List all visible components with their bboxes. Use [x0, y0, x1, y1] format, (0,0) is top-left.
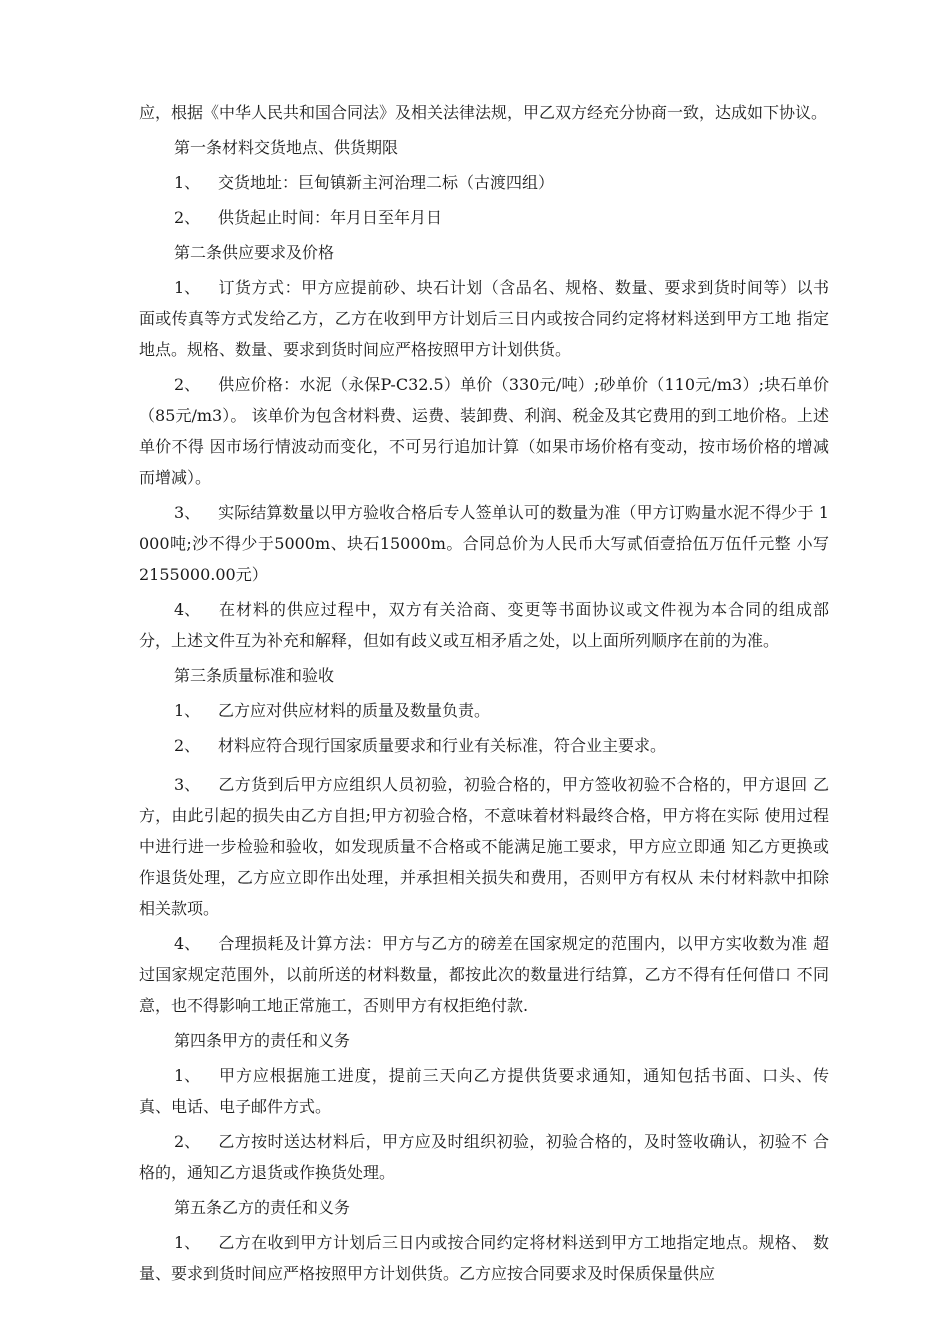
article-3-item-4	[139, 928, 829, 1021]
item-text: 在材料的供应过程中，双方有关洽商、变更等书面协议或文件视为本合同的组成部 分，上述文件互为补充和解释，但如有歧义或互相矛盾之处，以上面所列顺序在前的为准。	[139, 600, 829, 650]
item-number: 1、	[174, 1233, 201, 1252]
item-text: 乙方应对供应材料的质量及数量负责。	[218, 701, 491, 720]
item-number: 1、	[174, 1066, 201, 1085]
item-text: 订货方式：甲方应提前砂、块石计划（含品名、规格、数量、要求到货时间等）以书 面或传真等方式发给乙方，乙方在收到甲方计划后三日内或按合同约定将材料送到甲方工地 指定地点。规格、数量、要求到货时间应严格按照甲方计划供货。	[139, 278, 829, 359]
item-number: 2、	[174, 375, 201, 394]
article-3-item-3	[139, 769, 829, 924]
item-number: 1、	[174, 278, 201, 297]
item-text: 供应价格：水泥（永保P-C32.5）单价（330元/吨）;砂单价（110元/m3）;块石单价（85元/m3）。 该单价为包含材料费、运费、装卸费、利润、税金及其它费用的到工地价格。上述单价不得 因市场行情波动而变化，不可另行追加计算（如果市场价格有变动，按市场价格的增减而增减）。	[139, 375, 829, 487]
item-number: 1、	[174, 173, 201, 192]
item-number: 2、	[174, 736, 201, 755]
item-text: 甲方应根据施工进度，提前三天向乙方提供货要求通知，通知包括书面、口头、传 真、电话、电子邮件方式。	[139, 1066, 829, 1116]
article-3-item-1	[139, 695, 829, 726]
article-1-item-2	[139, 202, 829, 233]
article-2-item-3	[139, 497, 829, 590]
article-5-title: 第五条乙方的责任和义务	[174, 1198, 351, 1217]
item-text: 乙方在收到甲方计划后三日内或按合同约定将材料送到甲方工地指定地点。规格、 数量、要求到货时间应严格按照甲方计划供货。乙方应按合同要求及时保质保量供应	[139, 1233, 829, 1283]
item-number: 4、	[174, 600, 201, 619]
article-2-title: 第二条供应要求及价格	[174, 243, 335, 262]
article-4-title: 第四条甲方的责任和义务	[174, 1031, 351, 1050]
item-text: 交货地址：巨甸镇新主河治理二标（古渡四组）	[218, 173, 555, 192]
article-2-item-4	[139, 594, 829, 656]
item-text: 供货起止时间：年月日至年月日	[218, 208, 443, 227]
article-1-title: 第一条材料交货地点、供货期限	[174, 138, 399, 157]
item-text: 乙方货到后甲方应组织人员初验，初验合格的，甲方签收初验不合格的，甲方退回 乙方，由此引起的损失由乙方自担;甲方初验合格，不意味着材料最终合格，甲方将在实际 使用过程中进行进一步检验和验收，如发现质量不合格或不能满足施工要求，甲方应立即通 知乙方更换或作退货处理，乙方应立即作出处理，并承担相关损失和费用，否则甲方有权从 未付材料款中扣除相关款项。	[139, 775, 829, 918]
item-number: 2、	[174, 208, 201, 227]
article-2-item-1	[139, 272, 829, 365]
article-5-item-1	[139, 1227, 829, 1289]
article-1-item-1	[139, 167, 829, 198]
item-number: 1、	[174, 701, 201, 720]
item-number: 3、	[174, 775, 201, 794]
article-2-item-2	[139, 369, 829, 493]
item-text: 材料应符合现行国家质量要求和行业有关标准，符合业主要求。	[218, 736, 667, 755]
article-4-item-1	[139, 1060, 829, 1122]
item-number: 2、	[174, 1132, 201, 1151]
item-number: 4、	[174, 934, 201, 953]
intro-paragraph: 应，根据《中华人民共和国合同法》及相关法律法规，甲乙双方经充分协商一致，达成如下协议。	[139, 103, 828, 122]
article-3-title: 第三条质量标准和验收	[174, 666, 335, 685]
article-4-item-2	[139, 1126, 829, 1188]
item-text: 乙方按时送达材料后，甲方应及时组织初验，初验合格的，及时签收确认，初验不 合格的，通知乙方退货或作换货处理。	[139, 1132, 829, 1182]
article-3-item-2	[139, 730, 829, 761]
document-page	[139, 97, 829, 1289]
item-text: 合理损耗及计算方法：甲方与乙方的磅差在国家规定的范围内，以甲方实收数为准 超过国家规定范围外，以前所送的材料数量，都按此次的数量进行结算，乙方不得有任何借口 不同意，也不得影响工地正常施工，否则甲方有权拒绝付款.	[139, 934, 829, 1015]
item-number: 3、	[174, 503, 201, 522]
item-text: 实际结算数量以甲方验收合格后专人签单认可的数量为准（甲方订购量水泥不得少于 1000吨;沙不得少于5000m、块石15000m。合同总价为人民币大写贰佰壹拾伍万伍仟元整 小写 2155000.00元）	[139, 503, 829, 584]
